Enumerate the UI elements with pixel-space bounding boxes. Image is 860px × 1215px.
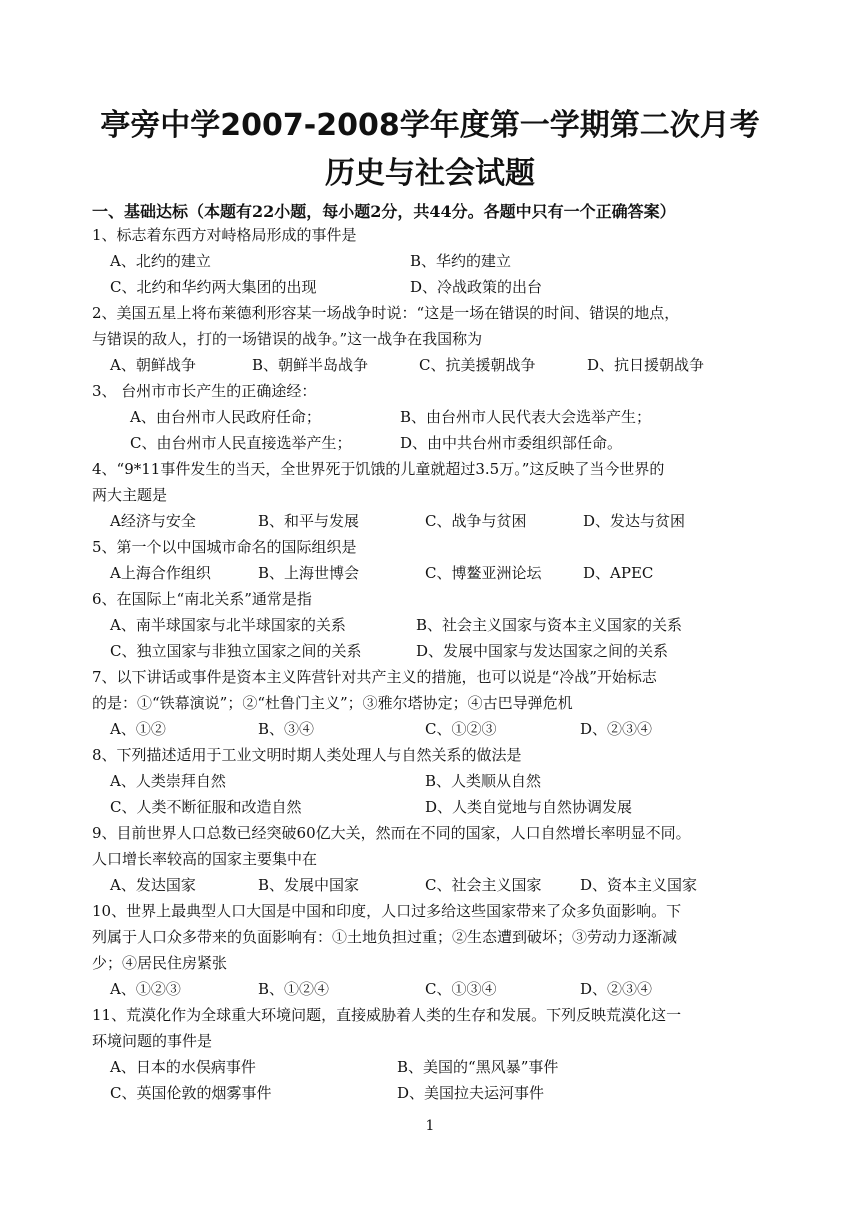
question-8-option-b: B、人类顺从自然 xyxy=(425,772,542,790)
question-10-stem-line: 列属于人口众多带来的负面影响有：①土地负担过重；②生态遭到破坏；③劳动力逐渐减 xyxy=(92,928,678,946)
question-9-option-d: D、资本主义国家 xyxy=(580,876,698,894)
question-1-option-d: D、冷战政策的出台 xyxy=(410,278,543,296)
question-7-stem-line: 7、以下讲话或事件是资本主义阵营针对共产主义的措施，也可以说是“冷战”开始标志 xyxy=(92,668,657,686)
question-1-option-a: A、北约的建立 xyxy=(110,252,211,270)
question-8-stem: 8、下列描述适用于工业文明时期人类处理人与自然关系的做法是 xyxy=(92,746,522,764)
question-11-option-d: D、美国拉夫运河事件 xyxy=(397,1084,545,1102)
question-6-option-b: B、社会主义国家与资本主义国家的关系 xyxy=(416,616,683,634)
question-5-option-d: D、APEC xyxy=(583,564,654,582)
exam-title: 亭旁中学2007-2008学年度第一学期第二次月考 xyxy=(100,108,760,143)
question-7-option-b: B、③④ xyxy=(258,720,315,738)
question-5-option-c: C、博鳌亚洲论坛 xyxy=(425,564,542,582)
question-2-option-c: C、抗美援朝战争 xyxy=(419,356,536,374)
question-3-option-a: A、由台州市人民政府任命； xyxy=(130,408,321,426)
question-10-option-d: D、②③④ xyxy=(580,980,653,998)
question-2-option-b: B、朝鲜半岛战争 xyxy=(252,356,369,374)
question-10-option-c: C、①③④ xyxy=(425,980,497,998)
question-6-option-c: C、独立国家与非独立国家之间的关系 xyxy=(110,642,362,660)
question-10-option-a: A、①②③ xyxy=(110,980,181,998)
question-11-option-b: B、美国的“黑风暴”事件 xyxy=(397,1058,559,1076)
question-9-stem-line: 9、目前世界人口总数已经突破60亿大关，然而在不同的国家，人口自然增长率明显不同。 xyxy=(92,824,691,842)
question-2-option-d: D、抗日援朝战争 xyxy=(587,356,705,374)
question-5-stem: 5、第一个以中国城市命名的国际组织是 xyxy=(92,538,357,556)
question-8-option-a: A、人类崇拜自然 xyxy=(110,772,226,790)
question-1-stem: 1、标志着东西方对峙格局形成的事件是 xyxy=(92,226,357,244)
question-9-option-b: B、发展中国家 xyxy=(258,876,360,894)
question-10-stem-line: 10、世界上最典型人口大国是中国和印度，人口过多给这些国家带来了众多负面影响。下 xyxy=(92,902,682,920)
question-11-stem-line: 11、荒漠化作为全球重大环境问题，直接威胁着人类的生存和发展。下列反映荒漠化这一 xyxy=(92,1006,682,1024)
question-2-stem-line: 与错误的敌人，打的一场错误的战争。”这一战争在我国称为 xyxy=(92,330,483,348)
question-5-option-a: A上海合作组织 xyxy=(110,564,211,582)
question-6-option-a: A、南半球国家与北半球国家的关系 xyxy=(110,616,346,634)
question-4-option-b: B、和平与发展 xyxy=(258,512,360,530)
question-4-stem-line: 4、“9*11事件发生的当天，全世界死于饥饿的儿童就超过3.5万。”这反映了当今世界的 xyxy=(92,460,665,478)
question-3-option-b: B、由台州市人民代表大会选举产生； xyxy=(400,408,652,426)
page-number: 1 xyxy=(425,1118,435,1134)
question-8-option-c: C、人类不断征服和改造自然 xyxy=(110,798,302,816)
question-10-stem-line: 少；④居民住房紧张 xyxy=(92,954,228,972)
question-7-stem-line: 的是：①“铁幕演说”；②“杜鲁门主义”；③雅尔塔协定；④古巴导弹危机 xyxy=(92,694,573,712)
section-header: 一、基础达标（本题有22小题，每小题2分，共44分。各题中只有一个正确答案） xyxy=(92,202,676,221)
question-3-option-c: C、由台州市人民直接选举产生； xyxy=(130,434,352,452)
question-2-stem-line: 2、美国五星上将布莱德利形容某一场战争时说：“这是一场在错误的时间、错误的地点， xyxy=(92,304,680,322)
question-1-option-b: B、华约的建立 xyxy=(410,252,512,270)
question-1-option-c: C、北约和华约两大集团的出现 xyxy=(110,278,317,296)
question-9-option-a: A、发达国家 xyxy=(110,876,196,894)
question-4-option-a: A经济与安全 xyxy=(110,512,196,530)
question-9-stem-line: 人口增长率较高的国家主要集中在 xyxy=(92,850,318,868)
question-11-stem-line: 环境问题的事件是 xyxy=(92,1032,213,1050)
question-5-option-b: B、上海世博会 xyxy=(258,564,360,582)
question-6-option-d: D、发展中国家与发达国家之间的关系 xyxy=(416,642,669,660)
question-4-stem-line: 两大主题是 xyxy=(92,486,168,504)
question-6-stem: 6、在国际上“南北关系”通常是指 xyxy=(92,590,312,608)
question-7-option-a: A、①② xyxy=(110,720,166,738)
question-10-option-b: B、①②④ xyxy=(258,980,330,998)
question-11-option-a: A、日本的水俣病事件 xyxy=(110,1058,256,1076)
question-8-option-d: D、人类自觉地与自然协调发展 xyxy=(425,798,633,816)
question-2-option-a: A、朝鲜战争 xyxy=(110,356,196,374)
question-7-option-c: C、①②③ xyxy=(425,720,497,738)
question-9-option-c: C、社会主义国家 xyxy=(425,876,542,894)
question-3-stem: 3、 台州市市长产生的正确途经： xyxy=(92,382,317,400)
question-4-option-c: C、战争与贫困 xyxy=(425,512,527,530)
exam-subtitle: 历史与社会试题 xyxy=(325,156,535,191)
question-7-option-d: D、②③④ xyxy=(580,720,653,738)
question-4-option-d: D、发达与贫困 xyxy=(583,512,686,530)
question-3-option-d: D、由中共台州市委组织部任命。 xyxy=(400,434,623,452)
question-11-option-c: C、英国伦敦的烟雾事件 xyxy=(110,1084,272,1102)
